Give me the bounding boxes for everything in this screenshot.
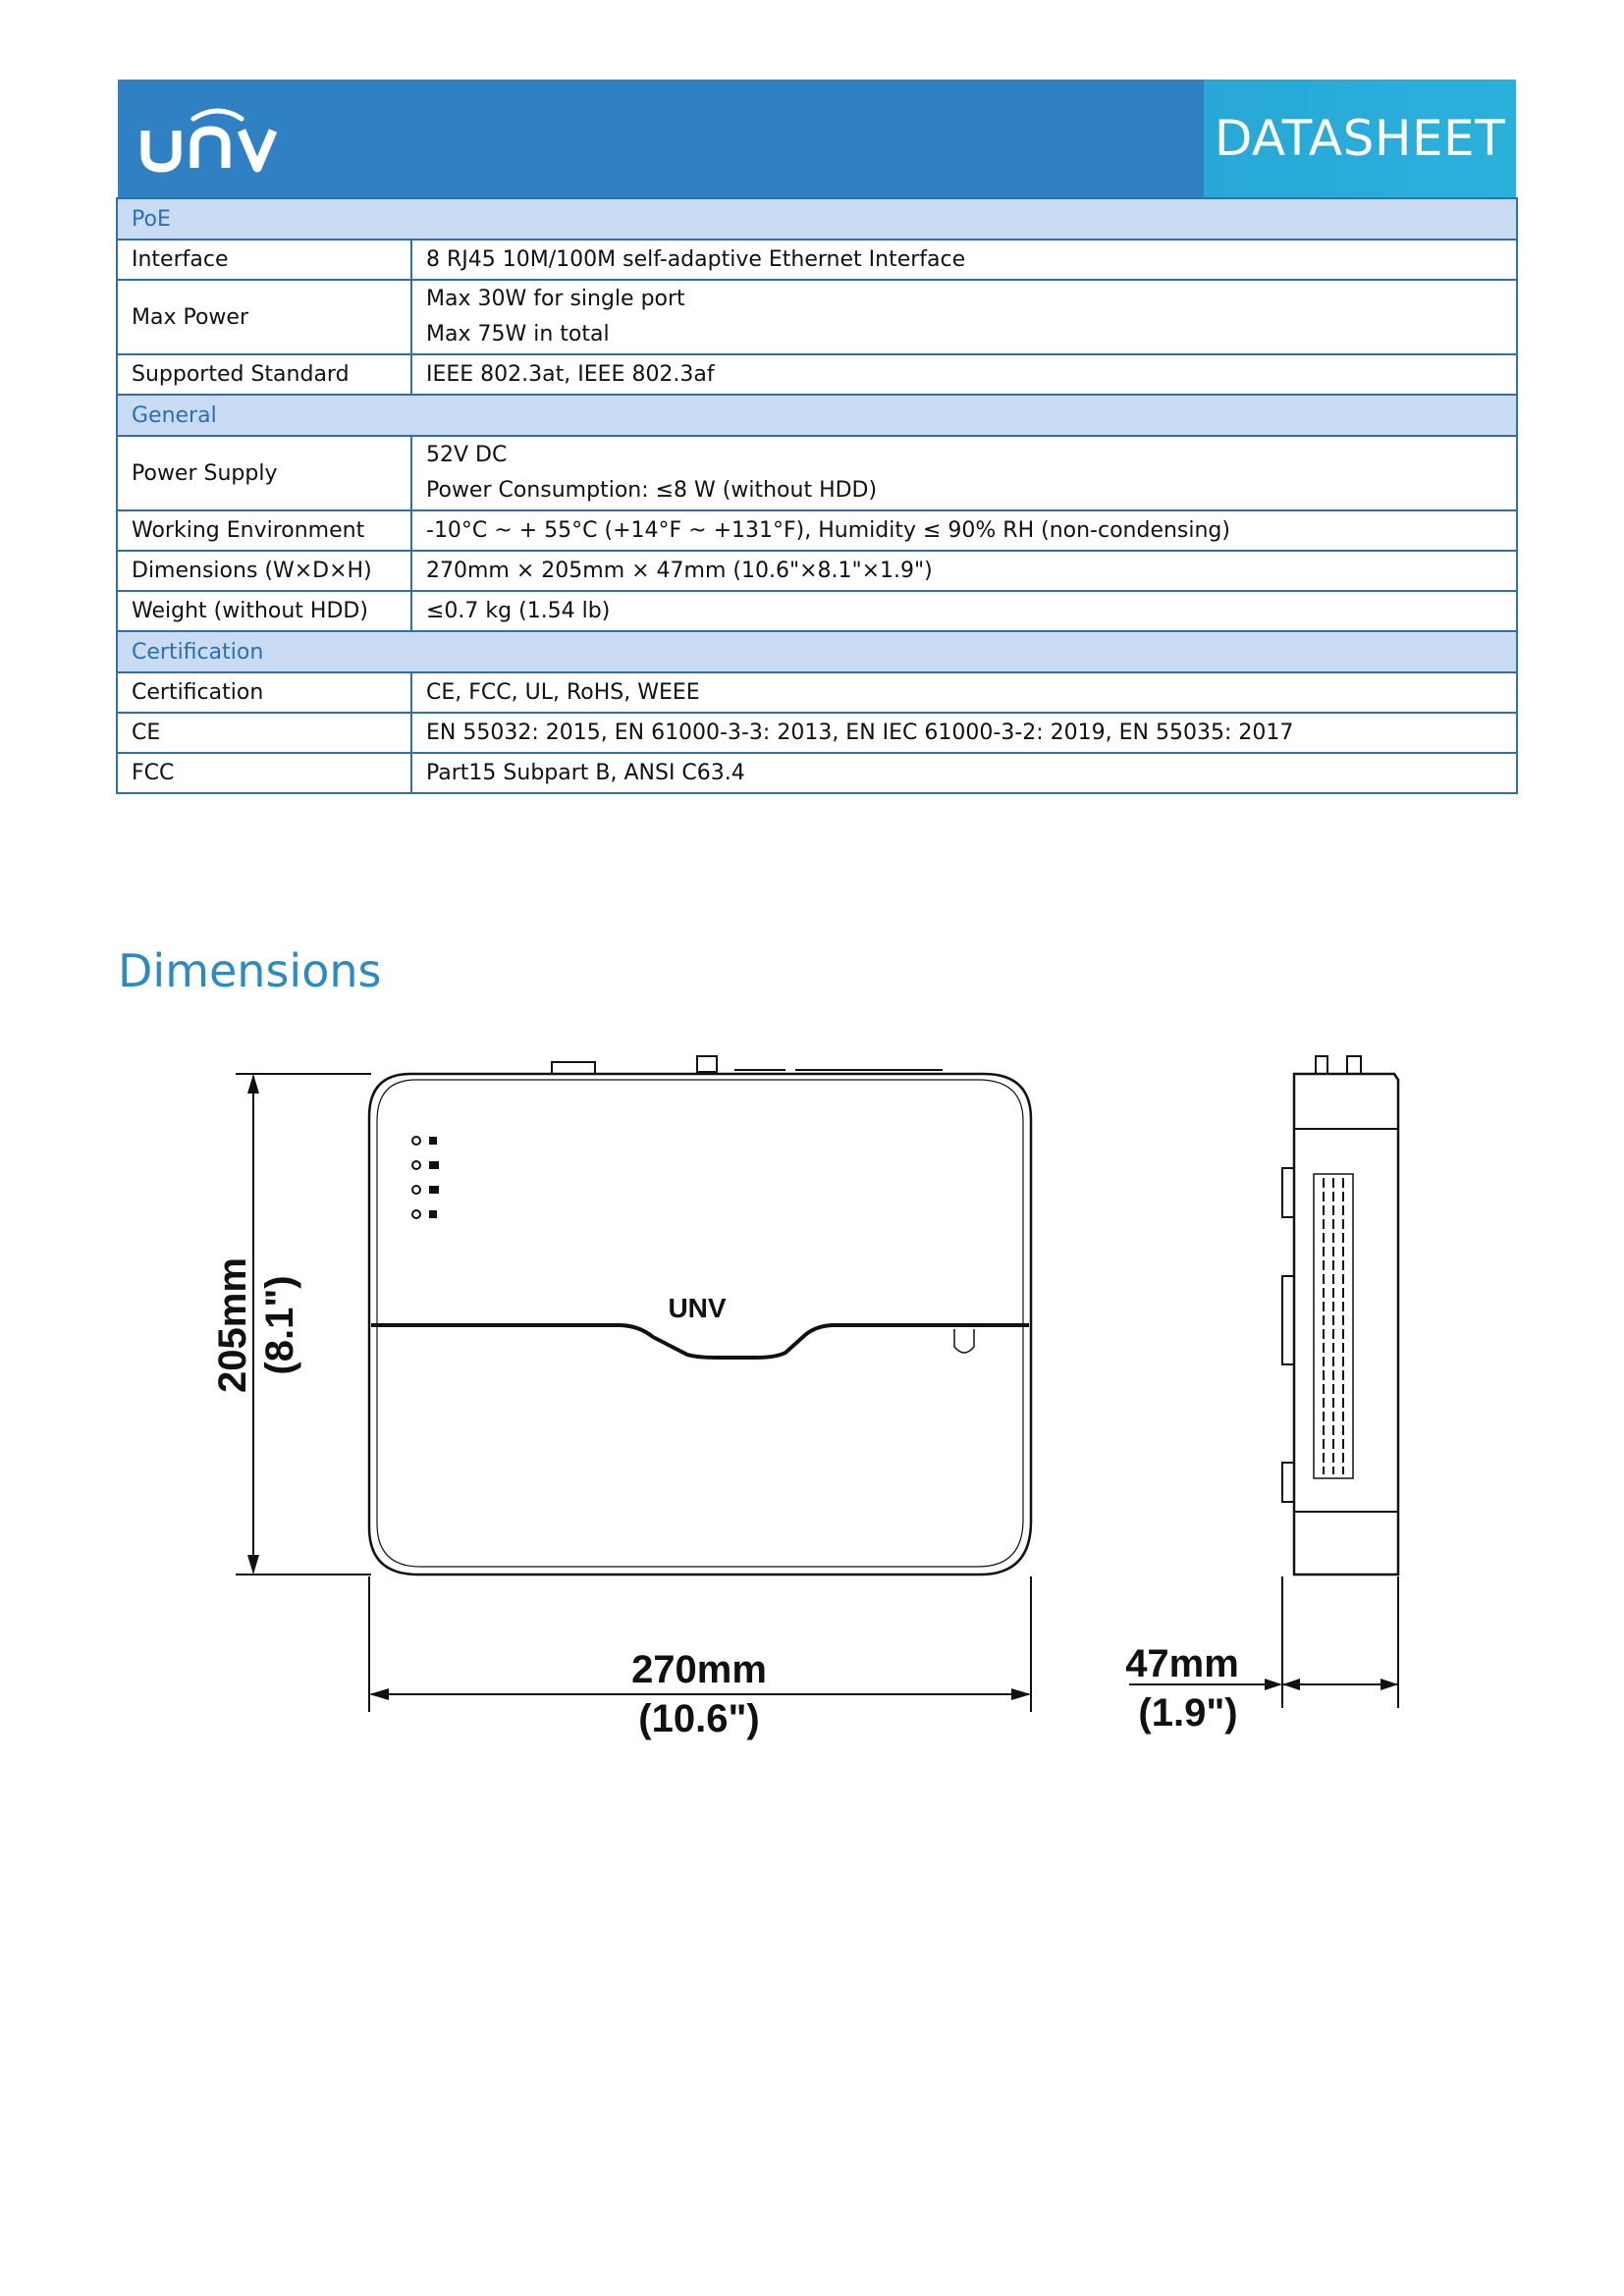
row-value: EN 55032: 2015, EN 61000-3-3: 2013, EN IEC 61000-3-2: 2019, EN 55035: 2017 [411,713,1517,753]
row-label: Weight (without HDD) [117,591,411,631]
section-title: General [117,395,1517,436]
device-logo: UNV [668,1293,727,1323]
section-title: PoE [117,198,1517,240]
row-value: -10°C ~ + 55°C (+14°F ~ +131°F), Humidity ≤ 90% RH (non-condensing) [411,510,1517,551]
height-mm-label: 47mm [1125,1642,1239,1685]
row-value: 8 RJ45 10M/100M self-adaptive Ethernet Interface [411,240,1517,280]
row-value-line: 52V DC [426,443,508,467]
row-value: 270mm × 205mm × 47mm (10.6"×8.1"×1.9") [411,551,1517,591]
row-value-line: Power Consumption: ≤8 W (without HDD) [426,478,878,503]
row-label: FCC [117,753,411,793]
depth-mm-label: 205mm [211,1257,254,1393]
row-label: Dimensions (W×D×H) [117,551,411,591]
row-value: IEEE 802.3at, IEEE 802.3af [411,354,1517,395]
width-in-label: (10.6") [638,1697,760,1740]
height-in-label: (1.9") [1138,1691,1238,1735]
row-value: ≤0.7 kg (1.54 lb) [411,591,1517,631]
width-mm-label: 270mm [631,1648,767,1691]
row-value-line: Max 30W for single port [426,287,685,311]
dimensions-heading: Dimensions [118,944,382,997]
depth-in-label: (8.1") [258,1275,301,1375]
row-label: CE [117,713,411,753]
section-title: Certification [117,631,1517,672]
row-label: Working Environment [117,510,411,551]
row-value: Part15 Subpart B, ANSI C63.4 [411,753,1517,793]
row-value-line: Max 75W in total [426,322,610,347]
row-label: Certification [117,672,411,713]
row-label: Power Supply [117,436,411,510]
row-label: Max Power [117,280,411,354]
datasheet-label: DATASHEET [1204,80,1516,197]
row-label: Interface [117,240,411,280]
row-label: Supported Standard [117,354,411,395]
row-value: CE, FCC, UL, RoHS, WEEE [411,672,1517,713]
